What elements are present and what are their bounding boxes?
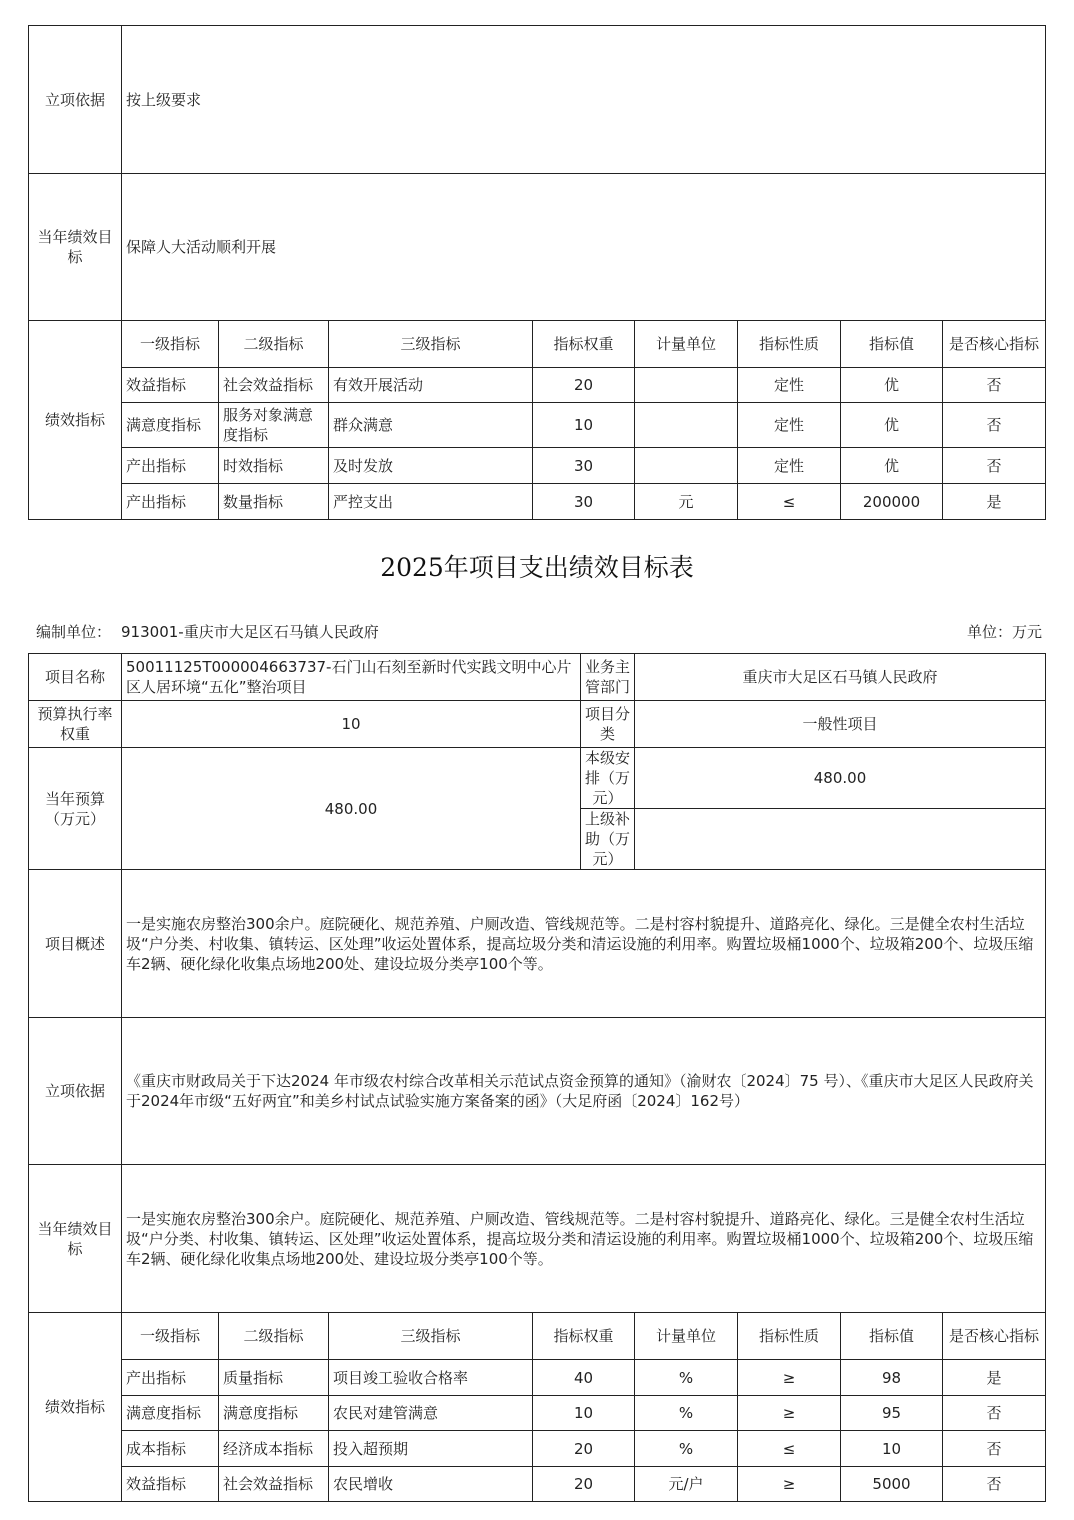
cell: 30 (533, 448, 635, 484)
goal-label: 当年绩效目标 (29, 1165, 122, 1313)
cell: 效益指标 (122, 368, 219, 403)
cell: % (635, 1431, 738, 1467)
header-cell: 一级指标 (122, 1313, 219, 1360)
perf-label: 绩效指标 (29, 1313, 122, 1502)
header-cell: 指标值 (841, 1313, 943, 1360)
cell: 社会效益指标 (219, 368, 329, 403)
cell: 项目竣工验收合格率 (329, 1360, 533, 1396)
main-performance-table (28, 653, 1046, 1502)
cell: 优 (841, 448, 943, 484)
dept-value: 重庆市大足区石马镇人民政府 (635, 654, 1046, 701)
weight-label: 预算执行率权重 (29, 701, 122, 748)
local-value: 480.00 (635, 748, 1046, 809)
cell: ≥ (738, 1360, 841, 1396)
page-title: 2025年项目支出绩效目标表 (380, 553, 694, 582)
goal-text: 一是实施农房整治300余户。庭院硬化、规范养殖、户厕改造、管线规范等。二是村容村貌提升、道路亮化、绿化。三是健全农村生活垃圾“户分类、村收集、镇转运、区处理”收运处置体系，提高垃圾分类和清运设施的利用率。购置垃圾桶1000个、垃圾箱200个、垃圾压缩车2辆、硬化绿化收集点场地200处、建设垃圾分类亭100个等。 (122, 1165, 1046, 1313)
cell: 是 (943, 484, 1046, 520)
budget-value: 480.00 (122, 748, 581, 870)
table-row (29, 1431, 1046, 1467)
cell: 否 (943, 1396, 1046, 1431)
header-cell: 指标权重 (533, 1313, 635, 1360)
org-label: 编制单位： (36, 623, 112, 641)
cell: 否 (943, 368, 1046, 403)
cell: % (635, 1360, 738, 1396)
header-cell: 三级指标 (329, 321, 533, 368)
table-row (29, 1467, 1046, 1502)
local-label: 本级安排（万元） (581, 748, 635, 809)
cell (635, 368, 738, 403)
budget-label: 当年预算（万元） (29, 748, 122, 870)
top-performance-table (28, 25, 1046, 520)
category-label: 项目分类 (581, 701, 635, 748)
cell: 满意度指标 (219, 1396, 329, 1431)
header-cell: 是否核心指标 (943, 321, 1046, 368)
table-row (29, 484, 1046, 520)
cell: 产出指标 (122, 484, 219, 520)
dept-label: 业务主管部门 (581, 654, 635, 701)
basis-text: 《重庆市财政局关于下达2024 年市级农村综合改革相关示范试点资金预算的通知》（渝财农〔2024〕75 号）、《重庆市大足区人民政府关于2024年市级“五好两宜”和美乡村试点试验实施方案备案的函》（大足府函〔2024〕162号） (122, 1018, 1046, 1165)
cell (635, 448, 738, 484)
cell: 20 (533, 368, 635, 403)
table-row (29, 1360, 1046, 1396)
header-cell: 指标性质 (738, 321, 841, 368)
cell: 元 (635, 484, 738, 520)
cell: 严控支出 (329, 484, 533, 520)
perf-label: 绩效指标 (29, 321, 122, 520)
cell: 产出指标 (122, 1360, 219, 1396)
cell: 10 (533, 1396, 635, 1431)
cell: 时效指标 (219, 448, 329, 484)
cell: 20 (533, 1431, 635, 1467)
cell (635, 403, 738, 448)
cell: 否 (943, 1431, 1046, 1467)
cell: 群众满意 (329, 403, 533, 448)
cell: 元/户 (635, 1467, 738, 1502)
project-name-value: 50011125T000004663737-石门山石刻至新时代实践文明中心片区人居环境“五化”整治项目 (122, 654, 581, 701)
unit-row (36, 621, 1042, 642)
cell: ≥ (738, 1467, 841, 1502)
header-cell: 一级指标 (122, 321, 219, 368)
table-row (29, 448, 1046, 484)
cell: 否 (943, 1467, 1046, 1502)
cell: 及时发放 (329, 448, 533, 484)
header-cell: 是否核心指标 (943, 1313, 1046, 1360)
basis-label: 立项依据 (29, 1018, 122, 1165)
table-row (29, 368, 1046, 403)
cell: 200000 (841, 484, 943, 520)
cell: 30 (533, 484, 635, 520)
goal-text: 保障人大活动顺利开展 (122, 174, 1046, 321)
upper-value (635, 809, 1046, 870)
cell: 95 (841, 1396, 943, 1431)
upper-label: 上级补助（万元） (581, 809, 635, 870)
cell: 否 (943, 403, 1046, 448)
cell: 5000 (841, 1467, 943, 1502)
header-cell: 计量单位 (635, 321, 738, 368)
cell: 40 (533, 1360, 635, 1396)
header-cell: 三级指标 (329, 1313, 533, 1360)
basis-text: 按上级要求 (122, 26, 1046, 174)
header-cell: 指标值 (841, 321, 943, 368)
goal-label: 当年绩效目标 (29, 174, 122, 321)
cell: 10 (841, 1431, 943, 1467)
cell: 经济成本指标 (219, 1431, 329, 1467)
cell: 数量指标 (219, 484, 329, 520)
overview-text: 一是实施农房整治300余户。庭院硬化、规范养殖、户厕改造、管线规范等。二是村容村貌提升、道路亮化、绿化。三是健全农村生活垃圾“户分类、村收集、镇转运、区处理”收运处置体系，提高垃圾分类和清运设施的利用率。购置垃圾桶1000个、垃圾箱200个、垃圾压缩车2辆、硬化绿化收集点场地200处、建设垃圾分类亭100个等。 (122, 870, 1046, 1018)
org-value: 913001-重庆市大足区石马镇人民政府 (121, 623, 379, 641)
cell: 定性 (738, 448, 841, 484)
cell: 满意度指标 (122, 1396, 219, 1431)
cell: 是 (943, 1360, 1046, 1396)
cell: 农民增收 (329, 1467, 533, 1502)
weight-value: 10 (122, 701, 581, 748)
cell: 质量指标 (219, 1360, 329, 1396)
header-cell: 指标权重 (533, 321, 635, 368)
table-row (29, 403, 1046, 448)
cell: 98 (841, 1360, 943, 1396)
cell: 农民对建管满意 (329, 1396, 533, 1431)
cell: ≥ (738, 1396, 841, 1431)
cell: 否 (943, 448, 1046, 484)
cell: 成本指标 (122, 1431, 219, 1467)
cell: 投入超预期 (329, 1431, 533, 1467)
cell: 服务对象满意度指标 (219, 403, 329, 448)
cell: % (635, 1396, 738, 1431)
cell: 社会效益指标 (219, 1467, 329, 1502)
basis-label: 立项依据 (29, 26, 122, 174)
cell: 效益指标 (122, 1467, 219, 1502)
cell: 优 (841, 368, 943, 403)
header-cell: 二级指标 (219, 321, 329, 368)
cell: 定性 (738, 403, 841, 448)
cell: ≤ (738, 1431, 841, 1467)
header-cell: 指标性质 (738, 1313, 841, 1360)
cell: 满意度指标 (122, 403, 219, 448)
header-cell: 二级指标 (219, 1313, 329, 1360)
table-row (29, 1396, 1046, 1431)
cell: 有效开展活动 (329, 368, 533, 403)
project-name-label: 项目名称 (29, 654, 122, 701)
header-cell: 计量单位 (635, 1313, 738, 1360)
cell: 10 (533, 403, 635, 448)
cell: 产出指标 (122, 448, 219, 484)
cell: ≤ (738, 484, 841, 520)
cell: 定性 (738, 368, 841, 403)
unit-text: 单位：万元 (966, 623, 1042, 641)
category-value: 一般性项目 (635, 701, 1046, 748)
overview-label: 项目概述 (29, 870, 122, 1018)
cell: 20 (533, 1467, 635, 1502)
cell: 优 (841, 403, 943, 448)
